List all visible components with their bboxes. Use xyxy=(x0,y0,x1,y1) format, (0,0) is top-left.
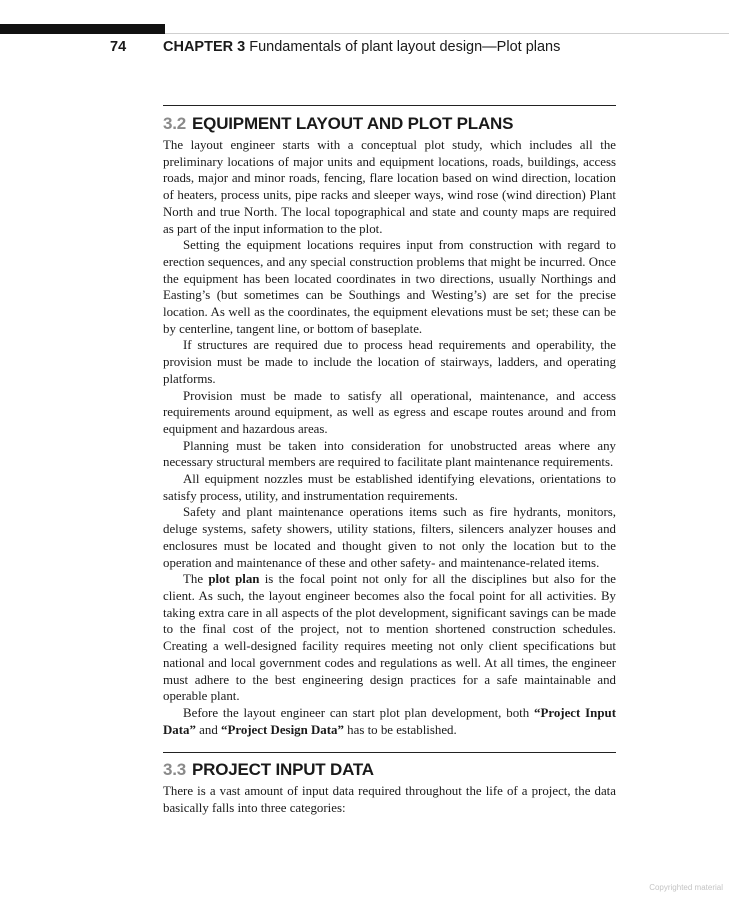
text-run: The xyxy=(183,572,209,587)
text-run: has to be established. xyxy=(343,722,457,737)
paragraph: All equipment nozzles must be established identifying elevations, orientations to satisfy process, utility, and instrumentation requirements. xyxy=(163,472,616,503)
section-3-3-rule xyxy=(163,752,616,753)
chapter-label: CHAPTER 3 xyxy=(163,39,246,55)
section-number: 3.3 xyxy=(163,760,187,779)
plot-plan-paragraph xyxy=(163,571,616,705)
section-3-2-heading xyxy=(163,114,616,134)
paragraph: There is a vast amount of input data required throughout the life of a project, the data basically falls into three categories: xyxy=(163,784,616,815)
paragraph: Provision must be made to satisfy all operational, maintenance, and access requirements around equipment, as well as egress and escape routes around and from equipment and hazardous areas. xyxy=(163,388,616,436)
section-title: EQUIPMENT LAYOUT AND PLOT PLANS xyxy=(192,114,514,133)
section-number: 3.2 xyxy=(163,114,187,133)
bold-term: plot plan xyxy=(208,572,260,587)
paragraph: Planning must be taken into consideration for unobstructed areas where any necessary structural members are required to facilitate plant maintenance requirements. xyxy=(163,438,616,470)
section-3-2-rule xyxy=(163,105,616,106)
text-run: Before the layout engineer can start plot plan development, both xyxy=(183,705,535,720)
section-title: PROJECT INPUT DATA xyxy=(192,760,374,779)
chapter-title: Fundamentals of plant layout design—Plot plans xyxy=(249,39,561,55)
copyright-watermark: Copyrighted material xyxy=(649,883,723,892)
section-3-3-heading xyxy=(163,760,616,780)
bold-term: “Project Input Data” xyxy=(163,705,616,737)
page-number: 74 xyxy=(110,39,127,55)
text-run: and xyxy=(195,722,222,737)
chapter-line xyxy=(163,39,560,55)
running-head xyxy=(0,38,729,60)
paragraph: Setting the equipment locations requires input from construction with regard to erection sequences, and any special construction problems that might be incurred. Once the equipment has been located coordinates in two directions, usually Northings and Easting’s (but sometimes can be Southings and Westing’s) are set for the precise location. As well as the coordinates, the equipment elevations must be set; these can be by centerline, tangent line, or bottom of baseplate. xyxy=(163,238,616,336)
section-3-3-body xyxy=(163,783,616,816)
header-black-bar xyxy=(0,24,165,34)
paragraph: If structures are required due to process head requirements and operability, the provision must be made to include the location of stairways, ladders, and operating platforms. xyxy=(163,338,616,386)
paragraph: The layout engineer starts with a conceptual plot study, which includes all the preliminary locations of major units and equipment locations, roads, buildings, access roads, major and minor roads, fencing, flare location based on wind direction, location of heaters, process units, pipe racks and sleeper ways, wind rose (wind direction) Plant North and true North. The local topographical and state and county maps are required as part of the input information to the plot. xyxy=(163,138,616,236)
section-3-2-body xyxy=(163,137,616,738)
bold-term: “Project Design Data” xyxy=(221,722,344,737)
text-run: is the focal point not only for all the disciplines but also for the client. As such, the layout engineer becomes also the focal point for all activities. By taking extra care in all aspects of the plot development, significant savings can be made to the final cost of the project, not to mention shortened construction schedules. Creating a well-designed facility requires meeting not only client specifications but national and local government codes and regulations as well. At all times, the engineer must adhere to the best engineering design practices for a safe maintainable and operable plant. xyxy=(163,572,616,704)
header-rule xyxy=(165,33,729,34)
final-paragraph xyxy=(163,705,616,738)
paragraph: Safety and plant maintenance operations items such as fire hydrants, monitors, deluge systems, safety showers, utility stations, filters, silencers analyzer houses and enclosures must be located and thought given to not only the location but to the operation and maintenance of these and other safety- and maintenance-related items. xyxy=(163,505,616,570)
